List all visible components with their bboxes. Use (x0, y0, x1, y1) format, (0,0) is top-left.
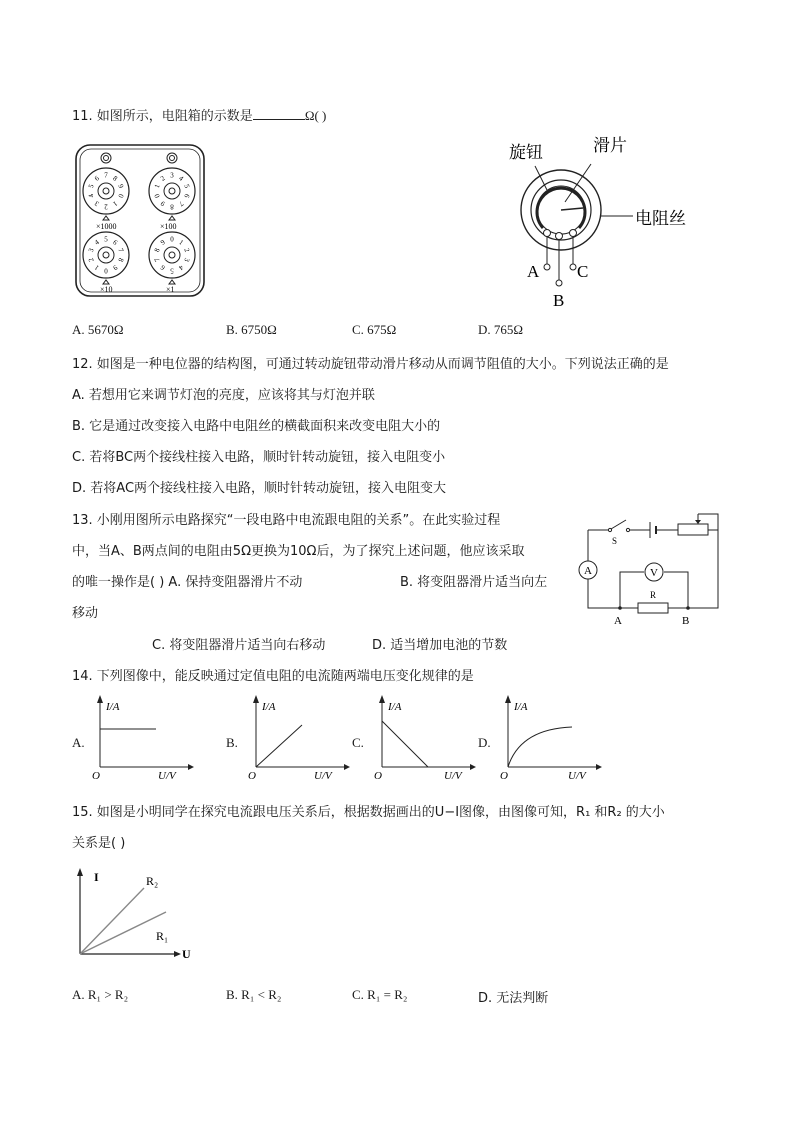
dial-digit: 9 (116, 183, 126, 190)
q14-graph-a[interactable] (88, 695, 194, 785)
dial-pointer-icon (103, 280, 109, 284)
q13-stem-line4: 移动 (72, 606, 99, 621)
dial-digit: 8 (116, 256, 126, 263)
line-lower-label: R₁ (156, 929, 169, 943)
q15-option-d[interactable]: D. 无法判断 (478, 991, 549, 1006)
q12-option-b[interactable]: B. 它是通过改变接入电路中电阻丝的横截面积来改变电阻大小的 (72, 419, 441, 434)
dial-center (169, 188, 175, 194)
y-axis-label: I/A (262, 701, 276, 713)
node-a-label: A (614, 615, 622, 627)
slider-label: 滑片 (593, 136, 627, 155)
q15-option-a[interactable]: A. R₁ > R₂ (72, 987, 129, 1002)
dial-digit: 9 (111, 263, 119, 272)
q15-stem-line1: 15. 如图是小明同学在探究电流跟电压关系后，根据数据画出的U−I图像，由图像可知，R₁ 和R₂ 的大小 (72, 805, 665, 820)
dial-digit: 4 (86, 192, 96, 199)
x-axis-label: U/V (158, 770, 176, 782)
dial-digit: 8 (170, 202, 174, 211)
multiplier-label: ×1 (166, 285, 175, 294)
dial-digit: 4 (93, 238, 101, 247)
q11-option-b[interactable]: B. 6750Ω (226, 322, 277, 337)
dial-digit: 1 (93, 263, 101, 272)
switch-label: S (612, 536, 618, 546)
q12-stem: 12. 如图是一种电位器的结构图，可通过转动旋钮带动滑片移动从而调节阻值的大小。下列说法正确的是 (72, 357, 669, 372)
dial-center (103, 188, 109, 194)
dial-hub (164, 183, 180, 199)
dial-digit: 5 (170, 266, 174, 275)
dial-digit: 5 (182, 183, 192, 190)
origin-label: O (500, 770, 508, 782)
q13-stem-line1: 13. 小刚用图所示电路探究“一段电路中电流跟电阻的关系”。在此实验过程 (72, 513, 501, 528)
wire-label: 电阻丝 (635, 209, 686, 228)
q15-option-c[interactable]: C. R₁ = R₂ (352, 987, 408, 1002)
dial-digit: 3 (86, 247, 96, 254)
dial-pointer-icon (169, 280, 175, 284)
q14-option-d-label[interactable]: D. (478, 735, 491, 750)
x-axis-label: U (182, 947, 191, 961)
dial-hub (98, 247, 114, 263)
q11-stem: 11. 如图所示，电阻箱的示数是 Ω( ) (72, 108, 327, 124)
resistor-label: R (650, 590, 657, 600)
q14-graph-d[interactable] (496, 695, 602, 785)
q13-option-d[interactable]: D. 适当增加电池的节数 (372, 638, 508, 653)
terminal-b-label: B (553, 291, 565, 310)
x-axis-label: U/V (444, 770, 462, 782)
multiplier-label: ×1000 (96, 222, 117, 231)
dial-digit: 7 (104, 171, 108, 180)
q12-option-c[interactable]: C. 若将BC两个接线柱接入电路，顺时针转动旋钮，接入电阻变小 (72, 450, 446, 465)
dial-digit: 8 (111, 174, 119, 183)
voltmeter-label: V (650, 567, 658, 579)
q14-stem: 14. 下列图像中，能反映通过定值电阻的电流随两端电压变化规律的是 (72, 669, 474, 684)
line-upper-label: R₂ (146, 874, 159, 888)
dial-pointer-icon (103, 216, 109, 220)
terminal-c-label: C (577, 262, 589, 281)
dial-digit: 7 (177, 199, 185, 208)
dial-digit: 0 (170, 235, 174, 244)
dial-digit: 4 (177, 174, 185, 183)
dial-digit: 7 (116, 247, 126, 254)
dial-digit: 2 (86, 256, 96, 263)
dial-digit: 6 (111, 238, 119, 247)
dial-digit: 2 (159, 174, 167, 183)
answer-blank[interactable] (253, 107, 305, 120)
origin-label: O (92, 770, 100, 782)
dial-digit: 9 (159, 199, 167, 208)
dial-digit: 6 (93, 174, 101, 183)
y-axis-label: I/A (514, 701, 528, 713)
dial-digit: 3 (170, 171, 174, 180)
q12-option-a[interactable]: A. 若想用它来调节灯泡的亮度，应该将其与灯泡并联 (72, 388, 375, 403)
multiplier-label: ×10 (100, 285, 113, 294)
y-axis-label: I/A (106, 701, 120, 713)
dial-digit: 4 (177, 263, 185, 272)
y-axis-label: I/A (388, 701, 402, 713)
q13-option-c[interactable]: C. 将变阻器滑片适当向右移动 (152, 638, 326, 653)
circuit-figure (574, 508, 724, 628)
origin-label: O (248, 770, 256, 782)
dial-pointer-icon (169, 216, 175, 220)
q12-option-d[interactable]: D. 若将AC两个接线柱接入电路，顺时针转动旋钮，接入电阻变大 (72, 481, 447, 496)
multiplier-label: ×100 (160, 222, 177, 231)
dial-digit: 1 (152, 183, 162, 190)
dial-digit: 0 (152, 192, 162, 199)
resistance-box-figure (74, 143, 206, 299)
dial-digit: 7 (152, 256, 162, 263)
dial-digit: 3 (182, 256, 192, 263)
q14-graph-c[interactable] (370, 695, 476, 785)
q15-ui-graph (70, 866, 200, 962)
x-axis-label: U/V (314, 770, 332, 782)
q11-option-c[interactable]: C. 675Ω (352, 322, 397, 337)
dial-center (103, 252, 109, 258)
dial-digit: 6 (159, 263, 167, 272)
dial-hub (98, 183, 114, 199)
q11-option-d[interactable]: D. 765Ω (478, 322, 524, 337)
q14-option-c-label[interactable]: C. (352, 735, 364, 750)
potentiometer-figure (505, 132, 710, 312)
q14-option-b-label[interactable]: B. (226, 735, 238, 750)
dial-digit: 5 (86, 183, 96, 190)
dial-digit: 1 (111, 199, 119, 208)
q14-option-a-label[interactable]: A. (72, 735, 85, 750)
dial-digit: 9 (159, 238, 167, 247)
q14-graph-b[interactable] (244, 695, 350, 785)
dial-digit: 0 (116, 192, 126, 199)
q15-stem-line2: 关系是( ) (72, 836, 126, 851)
dial-digit: 5 (104, 235, 108, 244)
q13-stem-line3[interactable]: 的唯一操作是( ) A. 保持变阻器滑片不动 (72, 575, 303, 590)
dial-digit: 8 (152, 247, 162, 254)
dial-digit: 0 (104, 266, 108, 275)
dial-center (169, 252, 175, 258)
y-axis-label: I (94, 870, 99, 884)
dial-digit: 3 (93, 199, 101, 208)
terminal-a-label: A (527, 262, 540, 281)
dial-digit: 2 (182, 247, 192, 254)
dial-digit: 6 (182, 192, 192, 199)
q11-option-a[interactable]: A. 5670Ω (72, 322, 124, 337)
q15-option-b[interactable]: B. R₁ < R₂ (226, 987, 282, 1002)
node-b-label: B (682, 615, 690, 627)
q13-stem-line2: 中，当A、B两点间的电阻由5Ω更换为10Ω后，为了探究上述问题，他应该采取 (72, 544, 525, 559)
dial-digit: 1 (177, 238, 185, 247)
origin-label: O (374, 770, 382, 782)
ammeter-label: A (584, 565, 592, 577)
knob-label: 旋钮 (509, 143, 543, 162)
x-axis-label: U/V (568, 770, 586, 782)
dial-digit: 2 (104, 202, 108, 211)
dial-hub (164, 247, 180, 263)
q13-option-b[interactable]: B. 将变阻器滑片适当向左 (400, 575, 548, 590)
